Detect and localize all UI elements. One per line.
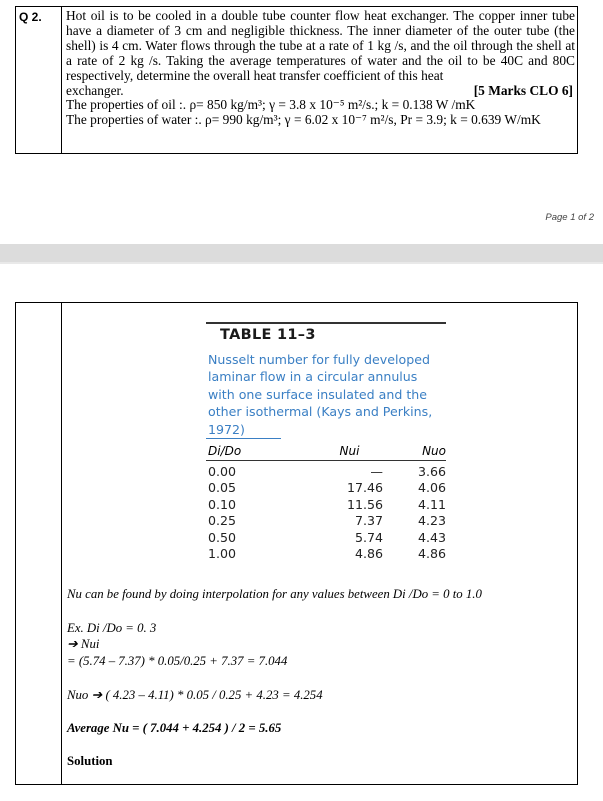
table-header-row xyxy=(206,439,446,460)
question-last-word: exchanger. xyxy=(66,82,124,98)
nuo-calculation: Nuo ➔ ( 4.23 – 4.11) * 0.05 / 0.25 + 4.23 = 4.254 xyxy=(67,688,323,702)
column-divider xyxy=(61,7,62,153)
column-divider xyxy=(61,303,62,784)
cell-nui: 11.56 xyxy=(346,496,383,512)
table-row xyxy=(206,546,446,562)
cell-nui: — xyxy=(370,464,383,480)
interpolation-note: Nu can be found by doing interpolation for any values between Di /Do = 0 to 1.0 xyxy=(67,587,482,601)
table-body xyxy=(206,461,446,562)
marks-badge: [5 Marks CLO 6] xyxy=(473,82,573,98)
question-body xyxy=(66,9,575,128)
cell-nuo: 4.86 xyxy=(417,546,446,562)
cell-nui: 4.86 xyxy=(354,546,383,562)
cell-nuo: 4.23 xyxy=(417,513,446,529)
page-separator xyxy=(0,244,603,262)
page-separator-shadow xyxy=(0,262,603,264)
cell-ratio: 0.50 xyxy=(208,529,237,545)
cell-ratio: 0.05 xyxy=(208,480,237,496)
page-number: Page 1 of 2 xyxy=(545,212,594,223)
cell-nuo: 4.11 xyxy=(417,496,446,512)
table-row xyxy=(206,497,446,513)
solution-table xyxy=(15,302,578,785)
header-nui: Nui xyxy=(339,444,360,459)
cell-nui: 17.46 xyxy=(346,480,383,496)
textbook-table-caption: Nusselt number for fully developed laminar flow in a circular annulus with one surface insulated and the other isothermal (Kays and Perkins, 1972) xyxy=(208,352,433,437)
cell-nui: 7.37 xyxy=(354,513,383,529)
cell-ratio: 1.00 xyxy=(208,546,237,562)
question-table xyxy=(15,6,578,154)
table-row xyxy=(206,513,446,529)
header-nuo: Nuo xyxy=(422,444,446,459)
header-di-do: Di/Do xyxy=(208,444,242,459)
cell-nuo: 4.06 xyxy=(417,480,446,496)
question-number: Q 2. xyxy=(19,10,42,24)
question-paragraph: Hot oil is to be cooled in a double tube counter flow heat exchanger. The copper inner tube have a diameter of 3 cm and negligible thickness. The inner diameter of the outer tube (the shell) is 4 cm. Water flows through the tube at a rate of 1 kg /s, and the oil through the shell at a rate of 2 kg /s. Taking the average temperatures of water and the oil to be 40C and 80C respectively, determine the overall heat transfer coefficient of this heat xyxy=(66,8,575,83)
cell-nuo: 3.66 xyxy=(417,464,446,480)
example-line: Ex. Di /Do = 0. 3 xyxy=(67,621,157,635)
cell-nui: 5.74 xyxy=(354,529,383,545)
table-row xyxy=(206,530,446,546)
table-row xyxy=(206,480,446,496)
water-properties: The properties of water :. ρ= 990 kg/m³; γ = 6.02 x 10⁻⁷ m²/s, Pr = 3.9; k = 0.639 W/mK xyxy=(66,112,541,128)
table-row xyxy=(206,464,446,480)
cell-nuo: 4.43 xyxy=(417,529,446,545)
textbook-table xyxy=(206,322,446,562)
cell-ratio: 0.00 xyxy=(208,464,237,480)
average-nu: Average Nu = ( 7.044 + 4.254 ) / 2 = 5.65 xyxy=(67,721,282,735)
cell-ratio: 0.10 xyxy=(208,496,237,512)
cell-ratio: 0.25 xyxy=(208,513,237,529)
nui-calculation: = (5.74 – 7.37) * 0.05/0.25 + 7.37 = 7.044 xyxy=(67,654,288,668)
textbook-table-title: TABLE 11–3 xyxy=(220,327,316,343)
nui-label: ➔ Nui xyxy=(67,637,100,651)
solution-heading: Solution xyxy=(67,754,113,768)
marks-line xyxy=(66,84,575,99)
oil-properties: The properties of oil :. ρ= 850 kg/m³; γ = 3.8 x 10⁻⁵ m²/s.; k = 0.138 W /mK xyxy=(66,97,476,113)
